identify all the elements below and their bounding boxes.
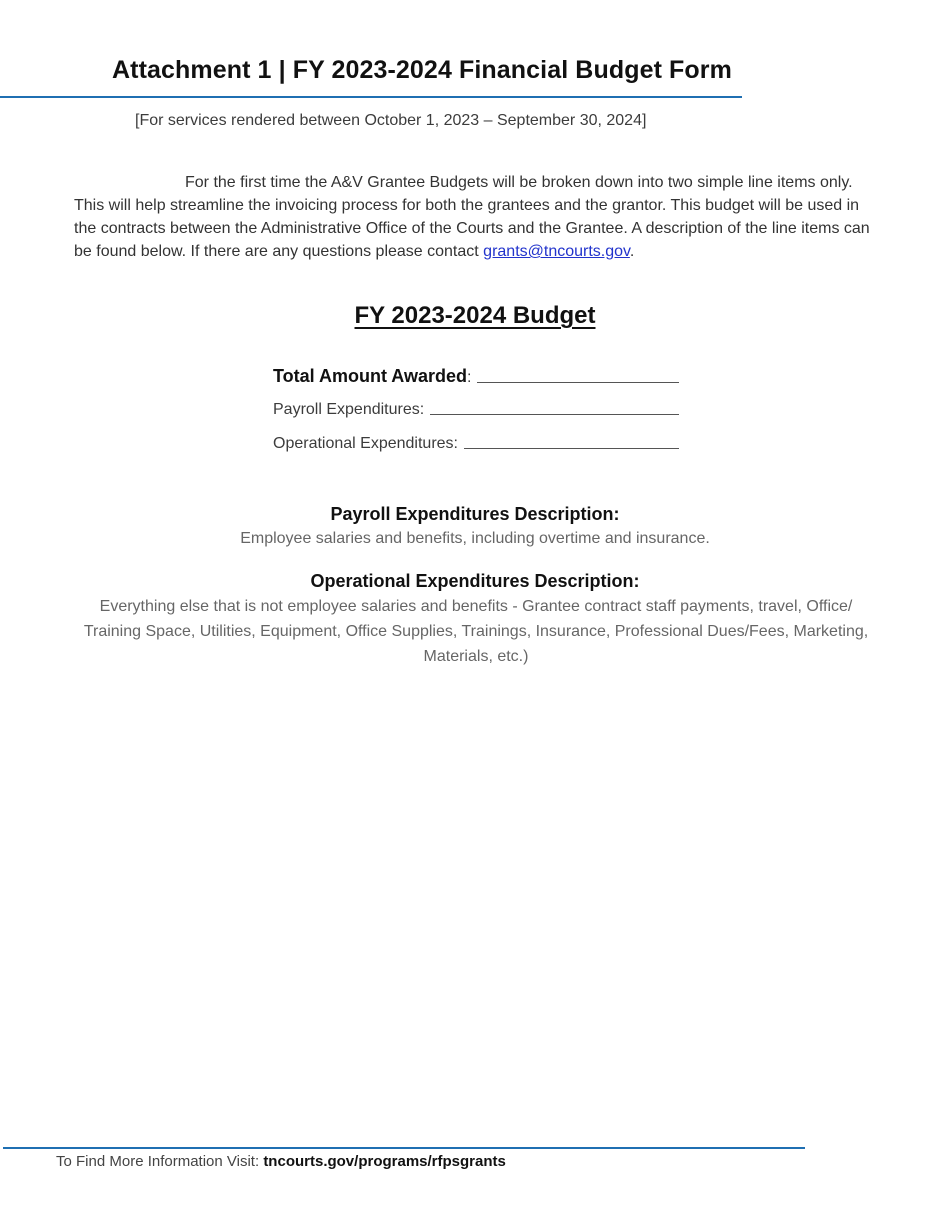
intro-paragraph	[74, 171, 876, 263]
total-amount-label: Total Amount Awarded	[273, 366, 468, 386]
payroll-blank[interactable]	[430, 413, 679, 415]
payroll-label: Payroll Expenditures:	[273, 401, 425, 418]
payroll-field	[273, 401, 679, 419]
operational-blank[interactable]	[464, 447, 679, 449]
footer-prefix: To Find More Information Visit:	[56, 1153, 264, 1170]
operational-description-heading: Operational Expenditures Description:	[310, 571, 640, 591]
total-amount-colon: :	[467, 369, 472, 386]
title-divider	[0, 96, 742, 98]
intro-text: For the first time the A&V Grantee Budgets will be broken down into two simple line items only. This will help streamline the invoicing process for both the grantees and the grantor. This budget will be used in the contracts between the Administrative Office of the Courts and the Grantee. A description of the line items can be found below. If there are any questions please contact	[74, 174, 870, 260]
footer-divider	[3, 1147, 805, 1149]
budget-heading	[0, 302, 950, 330]
operational-field	[273, 435, 679, 453]
total-amount-blank[interactable]	[477, 381, 679, 383]
document-title: Attachment 1 | FY 2023-2024 Financial Budget Form	[112, 56, 732, 84]
footer	[56, 1153, 506, 1170]
payroll-description-heading: Payroll Expenditures Description:	[330, 504, 620, 524]
operational-label: Operational Expenditures:	[273, 435, 458, 452]
contact-email-link[interactable]: grants@tncourts.gov	[483, 243, 630, 260]
payroll-description-text: Employee salaries and benefits, including overtime and insurance.	[240, 530, 710, 547]
service-period: [For services rendered between October 1, 2023 – September 30, 2024]	[135, 112, 647, 129]
intro-end: .	[629, 243, 635, 260]
total-amount-field	[273, 366, 679, 387]
budget-heading-text: FY 2023-2024 Budget	[354, 302, 596, 329]
footer-link[interactable]: tncourts.gov/programs/rfpsgrants	[263, 1153, 506, 1170]
operational-description-text: Everything else that is not employee salaries and benefits - Grantee contract staff payments, travel, Office/ Training Space, Utilities, Equipment, Office Supplies, Trainings, Insurance, Professional Dues/Fees, Marketing, Materials, etc.)	[83, 598, 869, 665]
